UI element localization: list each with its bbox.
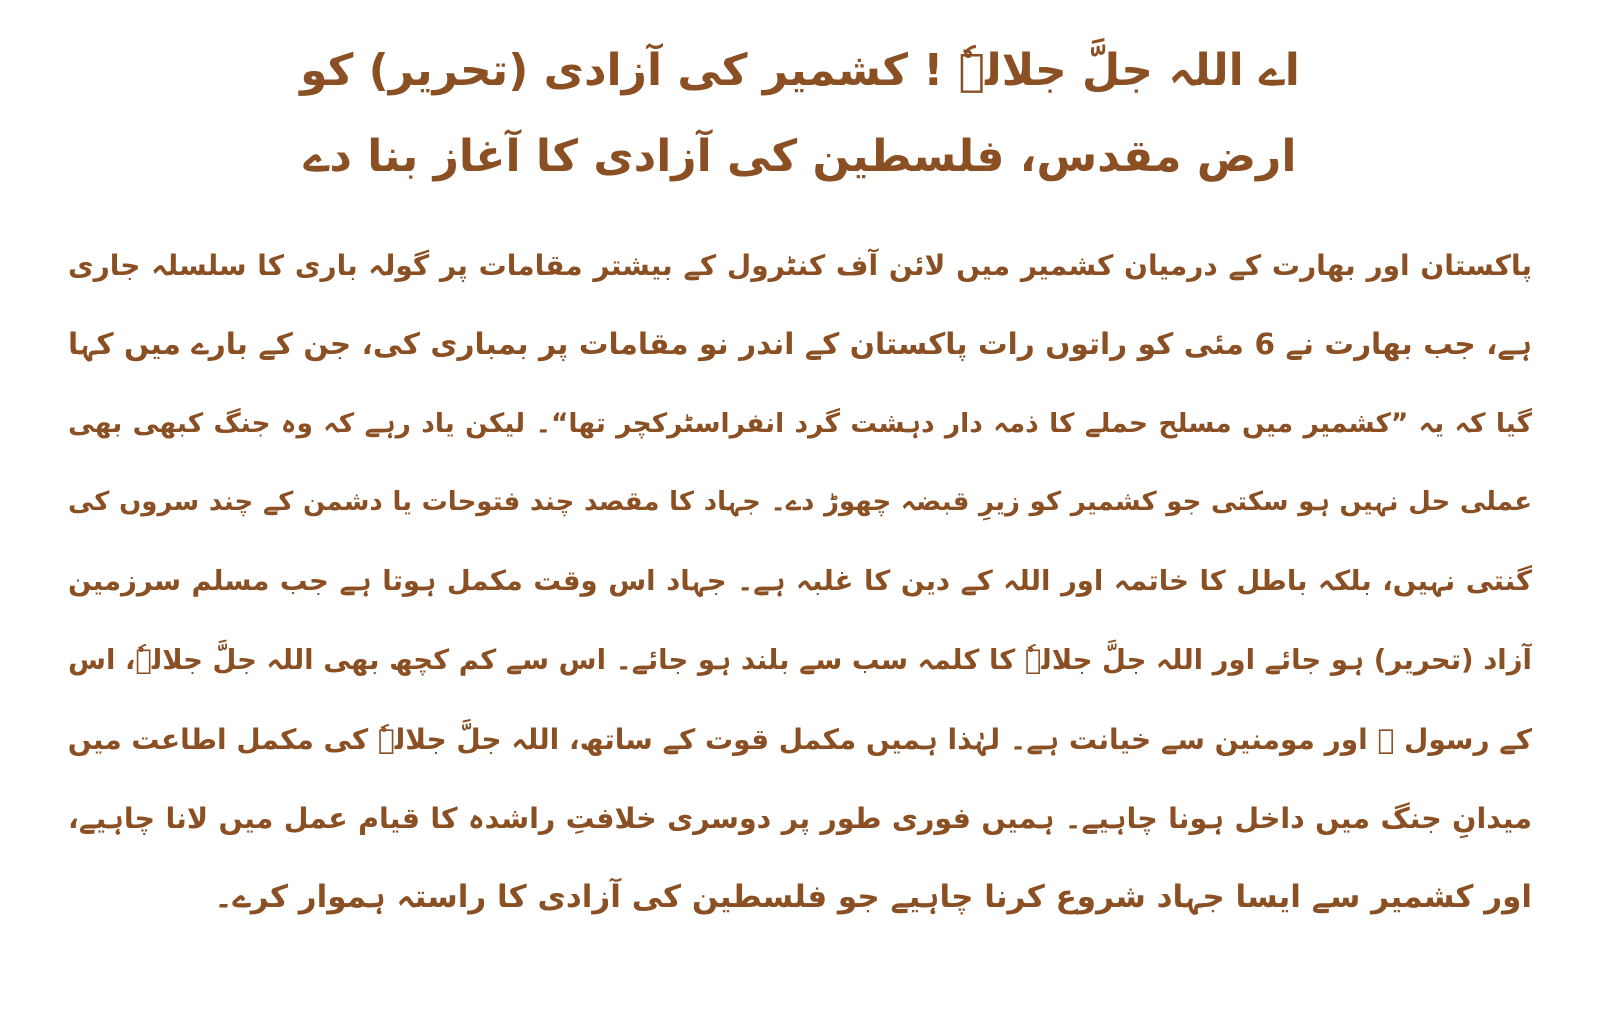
body-line-6: آزاد (تحریر) ہو جائے اور اللہ جلَّ جلالہٗ کا کلمہ سب سے بلند ہو جائے۔ اس سے کم کچھ بھی اللہ جلَّ جلالہٗ، اس [68,644,1532,676]
body-line-3: گیا کہ یہ ”کشمیر میں مسلح حملے کا ذمہ دار دہشت گرد انفراسٹرکچر تھا“۔ لیکن یاد رہے کہ وہ جنگ کبھی بھی [68,408,1532,439]
body-line-4: عملی حل نہیں ہو سکتی جو کشمیر کو زیرِ قبضہ چھوڑ دے۔ جہاد کا مقصد چند فتوحات یا دشمن کے چند سروں کی [68,487,1532,517]
body-line-2: ہے، جب بھارت نے 6 مئی کو راتوں رات پاکستان کے اندر نو مقامات پر بمباری کی، جن کے بارے میں کہا [68,327,1532,361]
title-line-2: ارض مقدس، فلسطین کی آزادی کا آغاز بنا دے [303,131,1297,182]
body-line-7: کے رسول ﷺ اور مومنین سے خیانت ہے۔ لہٰذا ہمیں مکمل قوت کے ساتھ، اللہ جلَّ جلالہٗ کی مکمل اطاعت میں [68,723,1532,756]
body-line-5: گنتی نہیں، بلکہ باطل کا خاتمہ اور اللہ کے دین کا غلبہ ہے۔ جہاد اس وقت مکمل ہوتا ہے جب مسلم سرزمین [68,565,1532,597]
title-line-1: اے اللہ جلَّ جلالہٗ ! کشمیر کی آزادی (تحریر) کو [300,45,1300,96]
body-line-9: اور کشمیر سے ایسا جہاد شروع کرنا چاہیے جو فلسطین کی آزادی کا راستہ ہموار کرے۔ [214,879,1532,915]
document-title [0,28,1600,200]
body-line-8: میدانِ جنگ میں داخل ہونا چاہیے۔ ہمیں فوری طور پر دوسری خلافتِ راشدہ کا قیام عمل میں لانا چاہیے، [68,802,1532,835]
body-text [68,226,1532,937]
body-line-1: پاکستان اور بھارت کے درمیان کشمیر میں لائن آف کنٹرول کے بیشتر مقامات پر گولہ باری کا سلسلہ جاری [68,249,1532,282]
